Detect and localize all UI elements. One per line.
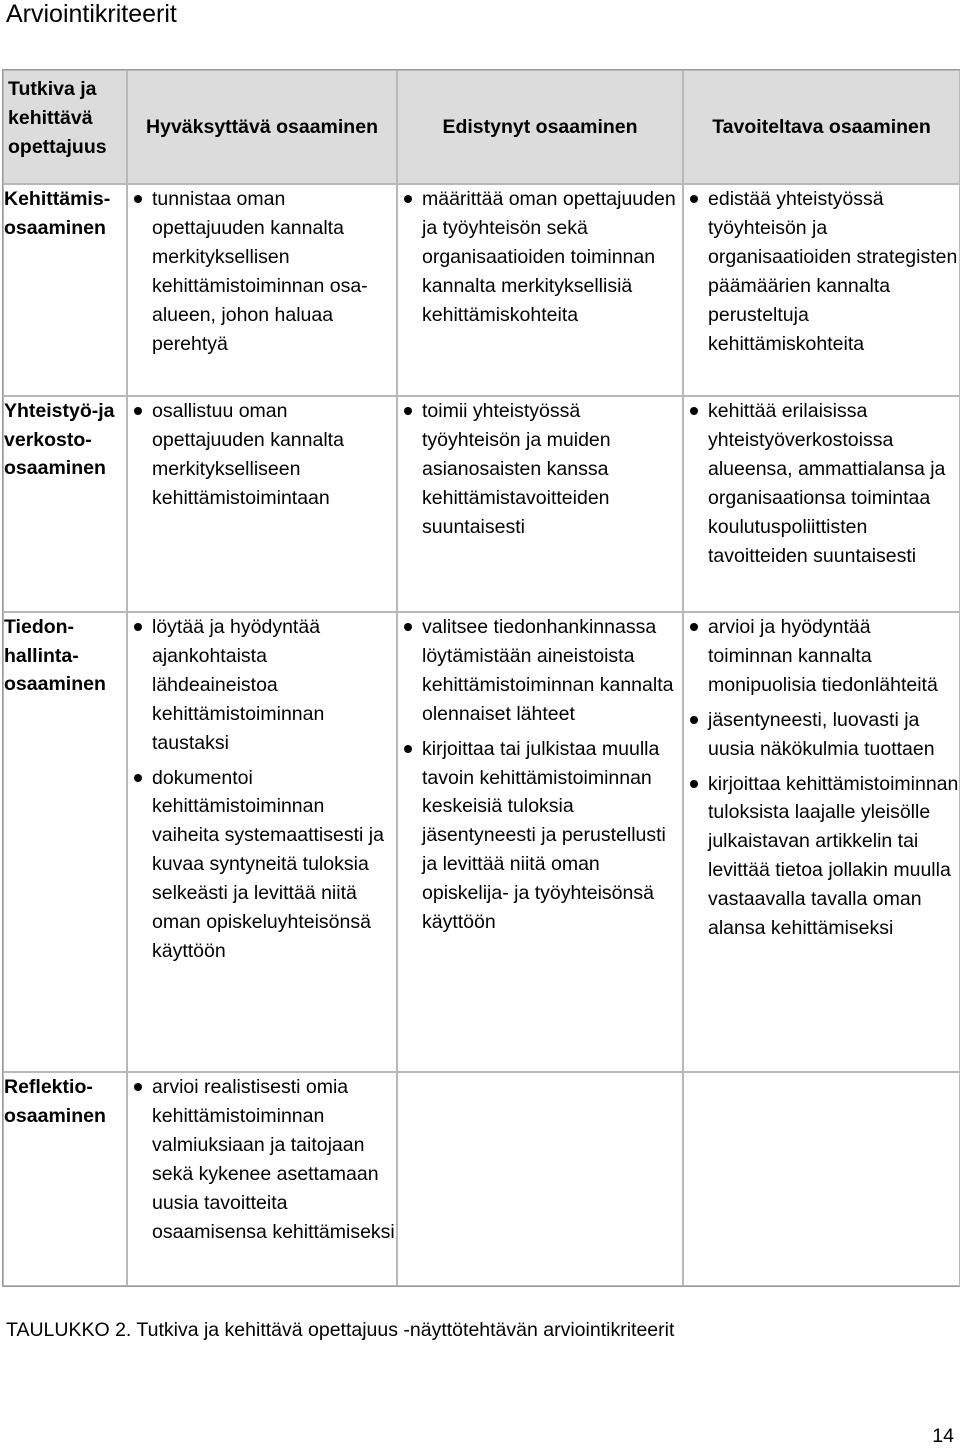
table-row — [3, 396, 960, 612]
row-header: Kehittämis-osaaminen — [3, 184, 127, 396]
bullet-icon — [690, 407, 698, 415]
table-caption: TAULUKKO 2. Tutkiva ja kehittävä opettajuus -näyttötehtävän arviointikriteerit — [6, 1319, 675, 1341]
table-row — [3, 612, 960, 1072]
column-header-advanced: Edistynyt osaaminen — [397, 70, 683, 184]
table-row — [3, 1072, 960, 1286]
bullet-icon — [690, 716, 698, 724]
row-header: Tiedon-hallinta-osaaminen — [3, 612, 127, 1072]
page-number: 14 — [932, 1425, 954, 1447]
criteria-text: arvioi ja hyödyntää toiminnan kannalta monipuolisia tiedonlähteitä — [708, 616, 938, 696]
criteria-list — [684, 185, 959, 358]
list-item — [398, 185, 682, 330]
column-header-acceptable: Hyväksyttävä osaaminen — [127, 70, 397, 184]
criteria-cell — [127, 184, 397, 396]
list-item — [684, 613, 959, 700]
table-header-row — [3, 70, 960, 184]
list-item — [684, 706, 959, 764]
row-header: Reflektio-osaaminen — [3, 1072, 127, 1286]
list-item — [128, 613, 396, 758]
criteria-table — [2, 69, 960, 1287]
criteria-cell — [397, 1072, 683, 1286]
criteria-cell — [127, 612, 397, 1072]
bullet-icon — [134, 1083, 142, 1091]
bullet-icon — [404, 195, 412, 203]
criteria-text: kirjoittaa tai julkistaa muulla tavoin kehittämistoiminnan keskeisiä tuloksia jäsentyneesti ja perustellusti ja levittää niitä oman opiskelija- ja työyhteisönsä käyttöön — [422, 737, 666, 934]
criteria-list — [398, 397, 682, 542]
criteria-text: dokumentoi kehittämistoiminnan vaiheita systemaattisesti ja kuvaa syntyneitä tuloksia selkeästi ja levittää niitä oman opiskeluyhteisönsä käyttöön — [152, 766, 384, 962]
criteria-cell — [397, 396, 683, 612]
bullet-icon — [134, 195, 142, 203]
criteria-text: kirjoittaa kehittämistoiminnan tuloksista laajalle yleisölle julkaistavan artikkelin tai levittää tietoa jollakin muulla vastaavalla tavalla oman alansa kehittämiseksi — [708, 772, 959, 940]
criteria-list — [398, 613, 682, 937]
criteria-cell — [397, 612, 683, 1072]
table-row — [3, 184, 960, 396]
criteria-list — [128, 185, 396, 358]
page-title: Arviointikriteerit — [6, 0, 177, 28]
criteria-text: jäsentyneesti, luovasti ja uusia näkökulmia tuottaen — [708, 708, 935, 760]
criteria-text: määrittää oman opettajuuden ja työyhteisön sekä organisaatioiden toiminnan kannalta merkityksellisiä kehittämiskohteita — [422, 188, 676, 326]
criteria-cell — [127, 1072, 397, 1286]
criteria-list — [128, 1073, 396, 1246]
column-header-target: Tavoiteltava osaaminen — [683, 70, 960, 184]
criteria-text: toimii yhteistyössä työyhteisön ja muiden asianosaisten kanssa kehittämistavoitteiden suuntaisesti — [422, 400, 611, 538]
list-item — [398, 613, 682, 729]
criteria-cell — [683, 612, 960, 1072]
list-item — [128, 1073, 396, 1246]
row-header: Yhteistyö-ja verkosto-osaaminen — [3, 396, 127, 612]
criteria-text: kehittää erilaisissa yhteistyöverkostoissa alueensa, ammattialansa ja organisaationsa toimintaa koulutuspoliittisten tavoitteiden suuntaisesti — [708, 400, 946, 567]
criteria-text: edistää yhteistyössä työyhteisön ja organisaatioiden strategisten päämäärien kannalta perusteltuja kehittämiskohteita — [708, 188, 958, 355]
bullet-icon — [404, 745, 412, 753]
bullet-icon — [134, 623, 142, 631]
criteria-text: löytää ja hyödyntää ajankohtaista lähdeaineistoa kehittämistoiminnan taustaksi — [152, 616, 325, 754]
list-item — [684, 185, 959, 358]
bullet-icon — [690, 780, 698, 788]
bullet-icon — [404, 407, 412, 415]
list-item — [398, 735, 682, 937]
criteria-list — [684, 613, 959, 943]
criteria-list — [684, 397, 959, 570]
bullet-icon — [134, 407, 142, 415]
list-item — [128, 185, 396, 358]
criteria-text: valitsee tiedonhankinnassa löytämistään aineistoista kehittämistoiminnan kannalta olennaiset lähteet — [422, 616, 674, 725]
list-item — [398, 397, 682, 542]
bullet-icon — [134, 774, 142, 782]
criteria-list — [128, 397, 396, 513]
bullet-icon — [404, 623, 412, 631]
criteria-text: osallistuu oman opettajuuden kannalta merkitykselliseen kehittämistoimintaan — [152, 400, 344, 509]
criteria-cell — [127, 396, 397, 612]
list-item — [684, 770, 959, 943]
criteria-cell — [683, 396, 960, 612]
criteria-cell — [683, 184, 960, 396]
list-item — [684, 397, 959, 570]
bullet-icon — [690, 623, 698, 631]
criteria-list — [128, 613, 396, 966]
criteria-text: arvioi realistisesti omia kehittämistoiminnan valmiuksiaan ja taitojaan sekä kykenee asettamaan uusia tavoitteita osaamisensa kehittämiseksi — [152, 1076, 395, 1243]
criteria-cell — [397, 184, 683, 396]
corner-header: Tutkiva ja kehittävä opettajuus — [3, 70, 127, 184]
bullet-icon — [690, 195, 698, 203]
criteria-text: tunnistaa oman opettajuuden kannalta merkityksellisen kehittämistoiminnan osa-alueen, johon haluaa perehtyä — [152, 188, 368, 355]
criteria-cell — [683, 1072, 960, 1286]
criteria-list — [398, 185, 682, 330]
list-item — [128, 764, 396, 966]
list-item — [128, 397, 396, 513]
